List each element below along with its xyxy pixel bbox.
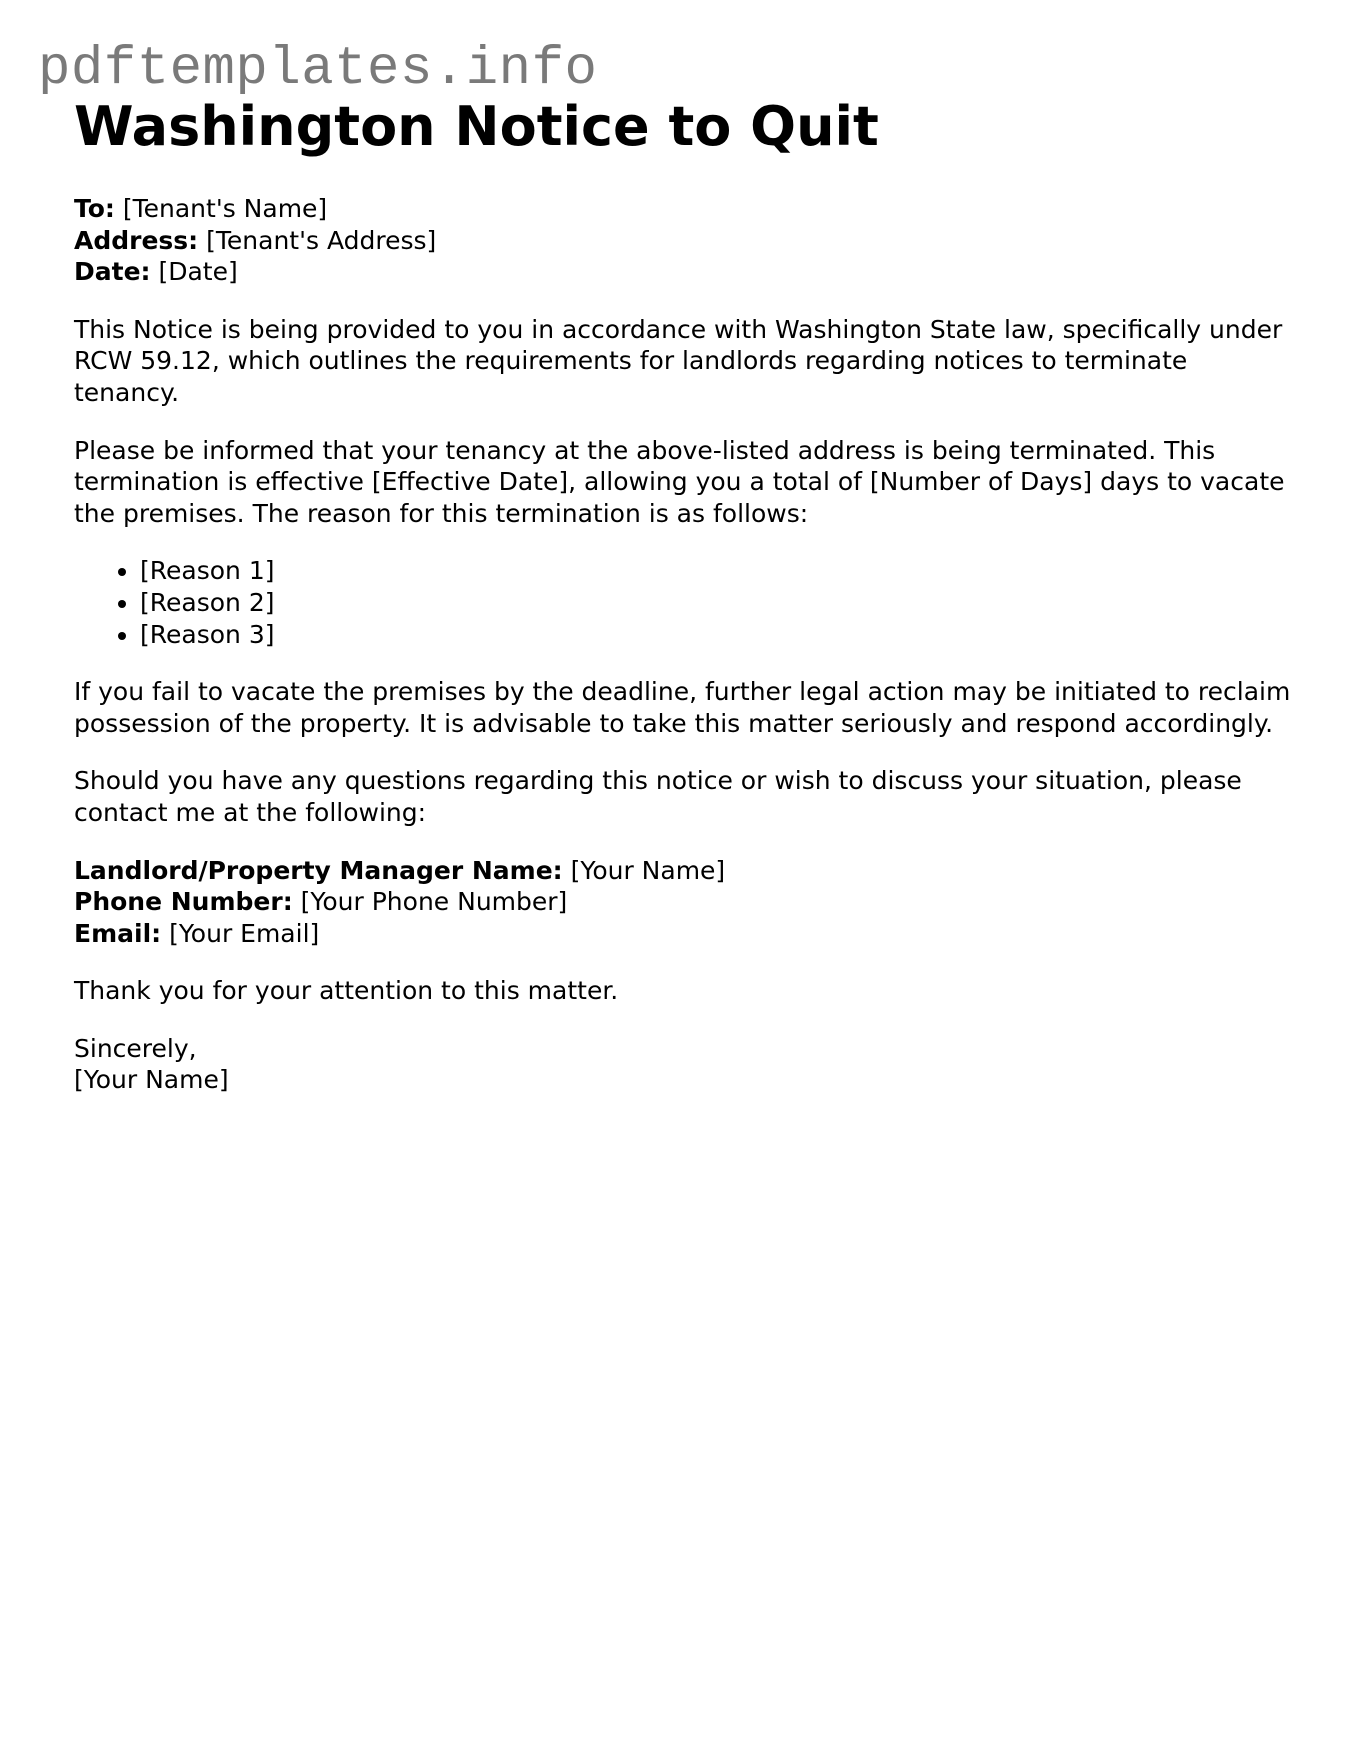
thanks-paragraph: Thank you for your attention to this matter.: [74, 976, 619, 1006]
address-line: [74, 225, 1294, 257]
termination-paragraph: Please be informed that your tenancy at the above-listed address is being terminated. This termination is effective [Effective Date], allowing you a total of [Number of Days] days to vacate the premises. The reason for this termination is as follows:: [74, 435, 1285, 528]
header-block: [74, 193, 1294, 288]
list-item: • [Reason 2]: [140, 587, 1294, 619]
date-label: Date:: [74, 257, 151, 287]
watermark-text: pdftemplates.info: [38, 39, 598, 100]
reasons-list: [74, 555, 1294, 650]
phone-label: Phone Number:: [74, 887, 293, 917]
closing-block: [74, 1033, 1294, 1096]
address-value: [Tenant's Address]: [206, 225, 437, 255]
email-line: [74, 918, 1294, 950]
to-label: To:: [74, 194, 115, 223]
date-line: [74, 256, 1294, 288]
intro-paragraph: This Notice is being provided to you in accordance with Washington State law, specifically under RCW 59.12, which outlines the requirements for landlords regarding notices to terminate tenancy.: [74, 314, 1283, 407]
list-item: • [Reason 3]: [140, 619, 1294, 651]
list-item: • [Reason 1]: [140, 555, 1294, 587]
phone-value: [Your Phone Number]: [300, 887, 568, 917]
landlord-name-line: [74, 855, 1294, 887]
landlord-name-label: Landlord/Property Manager Name:: [74, 855, 563, 885]
email-label: Email:: [74, 918, 162, 948]
email-value: [Your Email]: [169, 918, 320, 948]
to-line: [74, 193, 1294, 225]
landlord-name-value: [Your Name]: [570, 855, 726, 885]
phone-line: [74, 886, 1294, 918]
signature-name: [Your Name]: [74, 1065, 229, 1095]
address-label: Address:: [74, 225, 199, 255]
salutation: Sincerely,: [74, 1033, 197, 1063]
date-value: [Date]: [158, 257, 238, 287]
to-value: [Tenant's Name]: [122, 194, 328, 223]
contact-block: [74, 855, 1294, 950]
consequence-paragraph: If you fail to vacate the premises by the deadline, further legal action may be initiated to reclaim possession of the property. It is advisable to take this matter seriously and respond accordingly.: [74, 677, 1291, 738]
contact-paragraph: Should you have any questions regarding this notice or wish to discuss your situation, please contact me at the following:: [74, 766, 1242, 827]
document-body: [74, 193, 1294, 1122]
document-title: Washington Notice to Quit: [74, 95, 879, 158]
